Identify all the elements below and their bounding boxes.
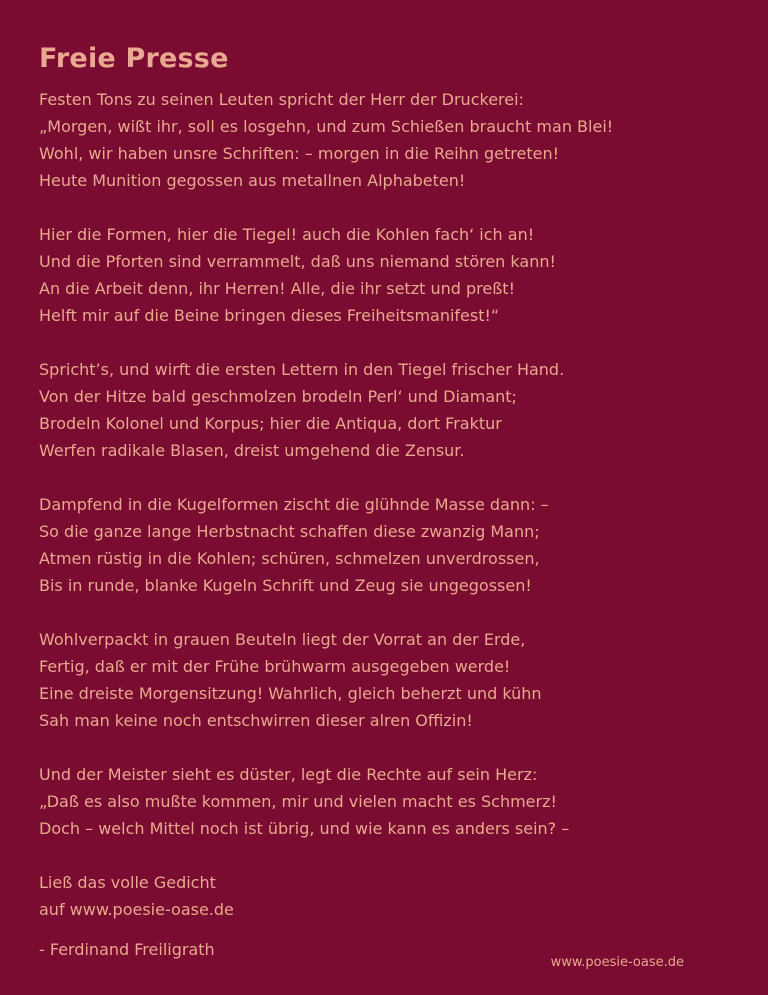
poem-title: Freie Presse xyxy=(39,43,229,74)
stanza-5 xyxy=(39,626,739,734)
poem-line: Atmen rüstig in die Kohlen; schüren, schmelzen unverdrossen, xyxy=(39,549,540,568)
poem-line: Sah man keine noch entschwirren dieser alren Offizin! xyxy=(39,711,473,730)
stanza-1 xyxy=(39,86,739,194)
stanza-3 xyxy=(39,356,739,464)
poem-line: Bis in runde, blanke Kugeln Schrift und Zeug sie ungegossen! xyxy=(39,576,532,595)
read-more-link[interactable]: auf www.poesie-oase.de xyxy=(39,900,234,919)
poem-line: Festen Tons zu seinen Leuten spricht der Herr der Druckerei: xyxy=(39,90,524,109)
poem-line: An die Arbeit denn, ihr Herren! Alle, die ihr setzt und preßt! xyxy=(39,279,515,298)
stanza-2 xyxy=(39,221,739,329)
poem-line: Werfen radikale Blasen, dreist umgehend die Zensur. xyxy=(39,441,465,460)
poem-line: Wohl, wir haben unsre Schriften: – morgen in die Reihn getreten! xyxy=(39,144,560,163)
poem-line: Heute Munition gegossen aus metallnen Alphabeten! xyxy=(39,171,466,190)
poem-line: „Morgen, wißt ihr, soll es losgehn, und zum Schießen braucht man Blei! xyxy=(39,117,614,136)
poem-page xyxy=(39,40,739,963)
poem-line: Wohlverpackt in grauen Beuteln liegt der Vorrat an der Erde, xyxy=(39,630,526,649)
poem-line: So die ganze lange Herbstnacht schaffen diese zwanzig Mann; xyxy=(39,522,540,541)
poem-line: Und der Meister sieht es düster, legt die Rechte auf sein Herz: xyxy=(39,765,538,784)
read-more-note xyxy=(39,869,739,923)
poem-line: Brodeln Kolonel und Korpus; hier die Antiqua, dort Fraktur xyxy=(39,414,502,433)
poem-line: Spricht’s, und wirft die ersten Lettern in den Tiegel frischer Hand. xyxy=(39,360,565,379)
poem-line: Dampfend in die Kugelformen zischt die glühnde Masse dann: – xyxy=(39,495,549,514)
read-more-line: Ließ das volle Gedicht xyxy=(39,873,216,892)
footer-site-link[interactable]: www.poesie-oase.de xyxy=(550,955,684,970)
poem-line: „Daß es also mußte kommen, mir und vielen macht es Schmerz! xyxy=(39,792,557,811)
stanza-6 xyxy=(39,761,739,842)
poem-line: Hier die Formen, hier die Tiegel! auch die Kohlen fach‘ ich an! xyxy=(39,225,535,244)
poem-line: Und die Pforten sind verrammelt, daß uns niemand stören kann! xyxy=(39,252,556,271)
poem-line: Eine dreiste Morgensitzung! Wahrlich, gleich beherzt und kühn xyxy=(39,684,542,703)
poem-line: Von der Hitze bald geschmolzen brodeln Perl‘ und Diamant; xyxy=(39,387,517,406)
stanza-4 xyxy=(39,491,739,599)
poem-line: Doch – welch Mittel noch ist übrig, und wie kann es anders sein? – xyxy=(39,819,570,838)
poem-author: - Ferdinand Freiligrath xyxy=(39,940,215,959)
poem-line: Fertig, daß er mit der Frühe brühwarm ausgegeben werde! xyxy=(39,657,511,676)
poem-line: Helft mir auf die Beine bringen dieses Freiheitsmanifest!“ xyxy=(39,306,500,325)
